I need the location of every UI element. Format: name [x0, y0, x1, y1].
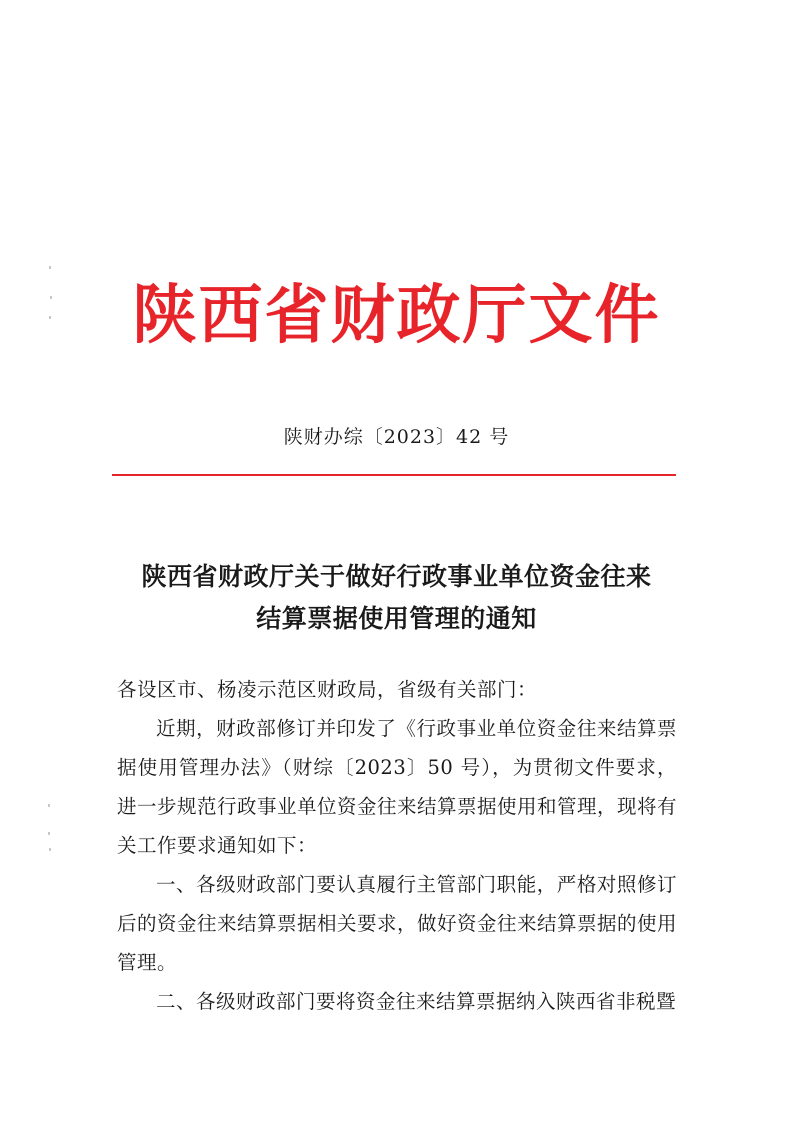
scan-mark [48, 804, 50, 807]
notice-title [100, 556, 693, 640]
notice-title-line-2: 结算票据使用管理的通知 [256, 604, 537, 633]
body-paragraph: 近期，财政部修订并印发了《行政事业单位资金往来结算票据使用管理办法》（财综〔2023〕50 号），为贯彻文件要求，进一步规范行政事业单位资金往来结算票据使用和管理，现将有关工作要求通知如下： [117, 717, 678, 857]
scan-mark [49, 848, 51, 851]
salutation: 各设区市、杨凌示范区财政局，省级有关部门： [117, 678, 538, 701]
document-number: 陕财办综〔2023〕42 号 [283, 426, 510, 448]
masthead-title: 陕西省财政厅文件 [132, 278, 661, 353]
notice-body [117, 670, 677, 1021]
red-separator-line [112, 474, 676, 476]
body-paragraph: 一、各级财政部门要认真履行主管部门职能，严格对照修订后的资金往来结算票据相关要求，做好资金往来结算票据的使用管理。 [117, 873, 678, 974]
notice-title-line-1: 陕西省财政厅关于做好行政事业单位资金往来 [141, 562, 652, 591]
scan-mark [48, 832, 50, 835]
body-paragraph: 二、各级财政部门要将资金往来结算票据纳入陕西省非税暨 [156, 990, 677, 1013]
